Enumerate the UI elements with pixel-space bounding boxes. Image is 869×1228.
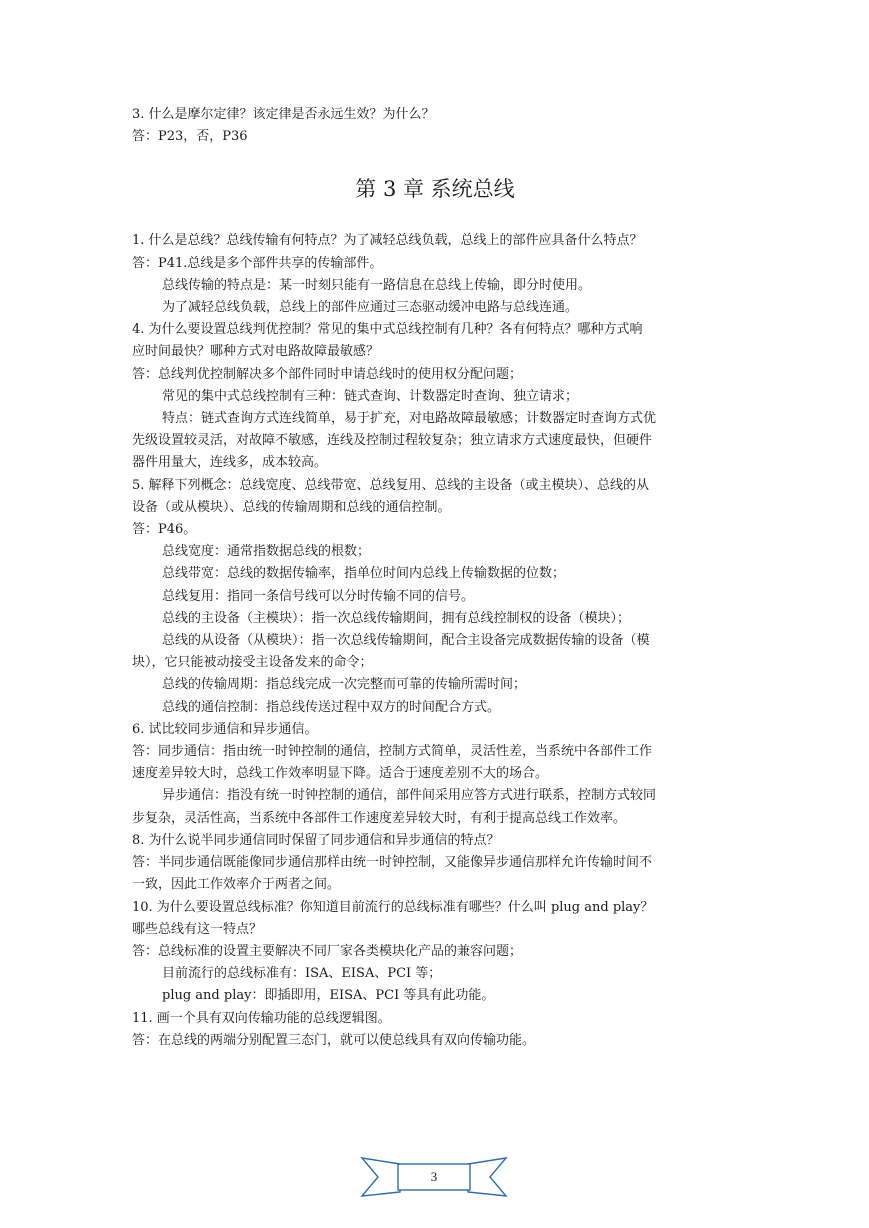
answer-line: 答：P46。	[132, 522, 197, 538]
answer-line: 答：P41.总线是多个部件共享的传输部件。	[132, 255, 383, 271]
answer-line: 一致，因此工作效率介于两者之间。	[132, 877, 341, 893]
answer-line: 答：总线标准的设置主要解决不同厂家各类模块化产品的兼容问题；	[132, 943, 523, 959]
answer-line: 答：半同步通信既能像同步通信那样由统一时钟控制，又能像异步通信那样允许传输时间不	[132, 855, 653, 871]
indented-answer-line: 特点：链式查询方式连线简单，易于扩充，对电路故障最敏感；计数器定时查询方式优	[162, 411, 657, 427]
answer-line: 应时间最快？哪种方式对电路故障最敏感？	[132, 344, 380, 360]
answer-line: 器件用量大，连线多，成本较高。	[132, 455, 328, 471]
question-line: 8. 为什么说半同步通信同时保留了同步通信和异步通信的特点？	[132, 832, 500, 848]
answer-line: 答：同步通信：指由统一时钟控制的通信，控制方式简单，灵活性差，当系统中各部件工作	[132, 744, 653, 760]
indented-answer-line: 总线的从设备（从模块）：指一次总线传输期间，配合主设备完成数据传输的设备（模	[162, 633, 650, 649]
question-line: 5. 解释下列概念：总线宽度、总线带宽、总线复用、总线的主设备（或主模块）、总线的从	[132, 477, 650, 493]
page-footer	[356, 1152, 512, 1200]
indented-answer-line: 为了减轻总线负载，总线上的部件应通过三态驱动缓冲电路与总线连通。	[162, 300, 579, 316]
indented-answer-line: 总线宽度：通常指数据总线的根数；	[162, 544, 371, 560]
answer-line: 答：总线判优控制解决多个部件同时申请总线时的使用权分配问题；	[132, 366, 523, 382]
answer-line: 速度差异较大时，总线工作效率明显下降。适合于速度差别不大的场合。	[132, 766, 549, 782]
question-line: 10. 为什么要设置总线标准？你知道目前流行的总线标准有哪些？什么叫 plug and play？	[132, 899, 654, 915]
indented-answer-line: 常见的集中式总线控制有三种：链式查询、计数器定时查询、独立请求；	[162, 388, 579, 404]
indented-answer-line: 异步通信：指没有统一时钟控制的通信，部件间采用应答方式进行联系，控制方式较同	[162, 788, 657, 804]
question-line: 4. 为什么要设置总线判优控制？常见的集中式总线控制有几种？各有何特点？哪种方式响	[132, 322, 643, 338]
indented-answer-line: 总线带宽：总线的数据传输率，指单位时间内总线上传输数据的位数；	[162, 566, 566, 582]
answer-line: 答：P23，否，P36	[132, 129, 248, 145]
indented-answer-line: 总线传输的特点是：某一时刻只能有一路信息在总线上传输，即分时使用。	[162, 277, 592, 293]
answer-line: 哪些总线有这一特点？	[132, 921, 263, 937]
indented-answer-line: 总线的通信控制：指总线传送过程中双方的时间配合方式。	[162, 699, 501, 715]
answer-line: 设备（或从模块）、总线的传输周期和总线的通信控制。	[132, 499, 451, 515]
answer-line: 块），它只能被动接受主设备发来的命令；	[132, 655, 373, 671]
answer-line: 先级设置较灵活，对故障不敏感，连线及控制过程较复杂；独立请求方式速度最快，但硬件	[132, 433, 653, 449]
document-body	[132, 104, 738, 1052]
indented-answer-line: 总线的传输周期：指总线完成一次完整而可靠的传输所需时间；	[162, 677, 527, 693]
question-line: 1. 什么是总线？总线传输有何特点？为了减轻总线负载，总线上的部件应具备什么特点？	[132, 233, 643, 249]
indented-answer-line: 总线复用：指同一条信号线可以分时传输不同的信号。	[162, 588, 475, 604]
answer-line: 答：在总线的两端分别配置三态门，就可以使总线具有双向传输功能。	[132, 1032, 536, 1048]
indented-answer-line: plug and play：即插即用，EISA、PCI 等具有此功能。	[162, 988, 495, 1004]
question-line: 11. 画一个具有双向传输功能的总线逻辑图。	[132, 1010, 391, 1026]
answer-line: 步复杂，灵活性高，当系统中各部件工作速度差异较大时，有利于提高总线工作效率。	[132, 810, 627, 826]
page-number: 3	[430, 1169, 438, 1184]
chapter-title: 第 3 章 系统总线	[355, 177, 515, 202]
indented-answer-line: 目前流行的总线标准有：ISA、EISA、PCI 等；	[162, 966, 442, 982]
question-line: 6. 试比较同步通信和异步通信。	[132, 721, 318, 737]
question-line: 3. 什么是摩尔定律？该定律是否永远生效？为什么？	[132, 107, 435, 122]
indented-answer-line: 总线的主设备（主模块）：指一次总线传输期间，拥有总线控制权的设备（模块）；	[162, 610, 631, 626]
